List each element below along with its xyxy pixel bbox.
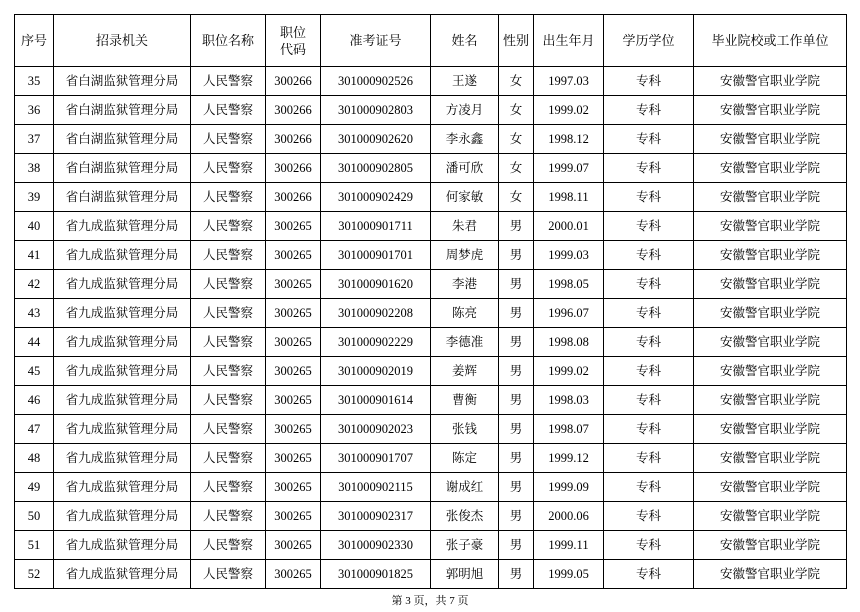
cell-education: 专科 <box>604 328 694 357</box>
cell-gender: 男 <box>499 531 534 560</box>
cell-agency: 省九成监狱管理分局 <box>54 299 191 328</box>
cell-birth: 1998.08 <box>534 328 604 357</box>
cell-birth: 2000.06 <box>534 502 604 531</box>
cell-education: 专科 <box>604 125 694 154</box>
cell-exam-id: 301000901707 <box>321 444 431 473</box>
column-header-birth: 出生年月 <box>534 15 604 67</box>
cell-name: 陈亮 <box>431 299 499 328</box>
cell-gender: 男 <box>499 299 534 328</box>
cell-no: 49 <box>15 473 54 502</box>
cell-education: 专科 <box>604 415 694 444</box>
cell-education: 专科 <box>604 502 694 531</box>
cell-name: 张钱 <box>431 415 499 444</box>
cell-gender: 男 <box>499 415 534 444</box>
cell-school: 安徽警官职业学院 <box>694 241 847 270</box>
column-header-gender: 性别 <box>499 15 534 67</box>
cell-code: 300265 <box>266 241 321 270</box>
column-header-position: 职位名称 <box>191 15 266 67</box>
page-number: 第 3 页，共 7 页 <box>391 595 469 607</box>
cell-school: 安徽警官职业学院 <box>694 444 847 473</box>
cell-name: 李德准 <box>431 328 499 357</box>
cell-education: 专科 <box>604 212 694 241</box>
cell-birth: 1997.03 <box>534 67 604 96</box>
cell-no: 37 <box>15 125 54 154</box>
cell-exam-id: 301000901620 <box>321 270 431 299</box>
header-row <box>15 15 847 67</box>
cell-birth: 1999.07 <box>534 154 604 183</box>
cell-school: 安徽警官职业学院 <box>694 96 847 125</box>
cell-gender: 男 <box>499 560 534 589</box>
cell-birth: 1999.02 <box>534 357 604 386</box>
cell-gender: 男 <box>499 444 534 473</box>
candidate-table <box>14 14 847 589</box>
cell-birth: 1998.11 <box>534 183 604 212</box>
cell-school: 安徽警官职业学院 <box>694 386 847 415</box>
table-row <box>15 212 847 241</box>
cell-school: 安徽警官职业学院 <box>694 473 847 502</box>
cell-agency: 省九成监狱管理分局 <box>54 473 191 502</box>
cell-code: 300266 <box>266 125 321 154</box>
cell-position: 人民警察 <box>191 328 266 357</box>
cell-gender: 男 <box>499 212 534 241</box>
table-row <box>15 502 847 531</box>
cell-gender: 男 <box>499 270 534 299</box>
cell-education: 专科 <box>604 154 694 183</box>
cell-no: 50 <box>15 502 54 531</box>
cell-exam-id: 301000902526 <box>321 67 431 96</box>
cell-no: 35 <box>15 67 54 96</box>
cell-position: 人民警察 <box>191 444 266 473</box>
cell-name: 周梦虎 <box>431 241 499 270</box>
cell-education: 专科 <box>604 473 694 502</box>
cell-position: 人民警察 <box>191 531 266 560</box>
cell-agency: 省九成监狱管理分局 <box>54 328 191 357</box>
cell-no: 46 <box>15 386 54 415</box>
cell-school: 安徽警官职业学院 <box>694 415 847 444</box>
cell-gender: 女 <box>499 96 534 125</box>
cell-no: 36 <box>15 96 54 125</box>
cell-school: 安徽警官职业学院 <box>694 212 847 241</box>
cell-school: 安徽警官职业学院 <box>694 328 847 357</box>
cell-gender: 男 <box>499 241 534 270</box>
column-header-no: 序号 <box>15 15 54 67</box>
cell-birth: 1998.05 <box>534 270 604 299</box>
cell-birth: 1998.12 <box>534 125 604 154</box>
cell-exam-id: 301000902019 <box>321 357 431 386</box>
cell-education: 专科 <box>604 357 694 386</box>
cell-exam-id: 301000902620 <box>321 125 431 154</box>
table-row <box>15 386 847 415</box>
cell-school: 安徽警官职业学院 <box>694 502 847 531</box>
cell-birth: 2000.01 <box>534 212 604 241</box>
cell-name: 何家敏 <box>431 183 499 212</box>
cell-gender: 女 <box>499 183 534 212</box>
table-row <box>15 270 847 299</box>
cell-education: 专科 <box>604 531 694 560</box>
cell-agency: 省白湖监狱管理分局 <box>54 125 191 154</box>
cell-code: 300266 <box>266 154 321 183</box>
table-row <box>15 67 847 96</box>
cell-education: 专科 <box>604 183 694 212</box>
cell-birth: 1999.12 <box>534 444 604 473</box>
cell-agency: 省九成监狱管理分局 <box>54 357 191 386</box>
cell-exam-id: 301000901701 <box>321 241 431 270</box>
cell-no: 47 <box>15 415 54 444</box>
cell-gender: 女 <box>499 67 534 96</box>
column-header-education: 学历学位 <box>604 15 694 67</box>
cell-code: 300266 <box>266 183 321 212</box>
cell-agency: 省九成监狱管理分局 <box>54 560 191 589</box>
cell-gender: 男 <box>499 328 534 357</box>
cell-gender: 女 <box>499 154 534 183</box>
cell-code: 300265 <box>266 299 321 328</box>
cell-code: 300265 <box>266 415 321 444</box>
cell-birth: 1998.07 <box>534 415 604 444</box>
cell-no: 45 <box>15 357 54 386</box>
column-header-exam-id: 准考证号 <box>321 15 431 67</box>
cell-exam-id: 301000901825 <box>321 560 431 589</box>
cell-no: 43 <box>15 299 54 328</box>
cell-position: 人民警察 <box>191 386 266 415</box>
cell-position: 人民警察 <box>191 270 266 299</box>
cell-no: 51 <box>15 531 54 560</box>
cell-birth: 1998.03 <box>534 386 604 415</box>
cell-gender: 男 <box>499 473 534 502</box>
table-row <box>15 328 847 357</box>
cell-position: 人民警察 <box>191 125 266 154</box>
table-header <box>15 15 847 67</box>
cell-agency: 省九成监狱管理分局 <box>54 444 191 473</box>
cell-code: 300265 <box>266 270 321 299</box>
column-header-code: 职位 代码 <box>266 15 321 67</box>
cell-name: 李永鑫 <box>431 125 499 154</box>
cell-agency: 省九成监狱管理分局 <box>54 212 191 241</box>
cell-position: 人民警察 <box>191 96 266 125</box>
cell-exam-id: 301000901614 <box>321 386 431 415</box>
table-row <box>15 531 847 560</box>
cell-education: 专科 <box>604 241 694 270</box>
cell-name: 方凌月 <box>431 96 499 125</box>
cell-birth: 1999.05 <box>534 560 604 589</box>
cell-code: 300265 <box>266 386 321 415</box>
cell-code: 300265 <box>266 212 321 241</box>
table-row <box>15 154 847 183</box>
cell-position: 人民警察 <box>191 473 266 502</box>
cell-name: 谢成红 <box>431 473 499 502</box>
cell-birth: 1999.02 <box>534 96 604 125</box>
table-row <box>15 299 847 328</box>
cell-education: 专科 <box>604 270 694 299</box>
cell-gender: 男 <box>499 357 534 386</box>
cell-position: 人民警察 <box>191 212 266 241</box>
cell-agency: 省九成监狱管理分局 <box>54 415 191 444</box>
table-row <box>15 560 847 589</box>
cell-gender: 女 <box>499 125 534 154</box>
cell-code: 300266 <box>266 67 321 96</box>
table-row <box>15 125 847 154</box>
cell-education: 专科 <box>604 444 694 473</box>
cell-school: 安徽警官职业学院 <box>694 270 847 299</box>
cell-no: 52 <box>15 560 54 589</box>
cell-position: 人民警察 <box>191 241 266 270</box>
cell-school: 安徽警官职业学院 <box>694 154 847 183</box>
cell-exam-id: 301000902803 <box>321 96 431 125</box>
table-row <box>15 241 847 270</box>
cell-exam-id: 301000902229 <box>321 328 431 357</box>
cell-code: 300266 <box>266 96 321 125</box>
cell-name: 朱君 <box>431 212 499 241</box>
cell-school: 安徽警官职业学院 <box>694 67 847 96</box>
cell-exam-id: 301000901711 <box>321 212 431 241</box>
cell-education: 专科 <box>604 299 694 328</box>
cell-education: 专科 <box>604 67 694 96</box>
cell-no: 40 <box>15 212 54 241</box>
cell-exam-id: 301000902805 <box>321 154 431 183</box>
cell-name: 王遂 <box>431 67 499 96</box>
cell-agency: 省九成监狱管理分局 <box>54 241 191 270</box>
cell-exam-id: 301000902023 <box>321 415 431 444</box>
cell-name: 李港 <box>431 270 499 299</box>
cell-name: 曹衡 <box>431 386 499 415</box>
cell-code: 300265 <box>266 531 321 560</box>
cell-position: 人民警察 <box>191 560 266 589</box>
cell-exam-id: 301000902429 <box>321 183 431 212</box>
table-row <box>15 357 847 386</box>
cell-agency: 省九成监狱管理分局 <box>54 531 191 560</box>
cell-position: 人民警察 <box>191 67 266 96</box>
cell-agency: 省白湖监狱管理分局 <box>54 154 191 183</box>
cell-name: 张俊杰 <box>431 502 499 531</box>
cell-name: 郭明旭 <box>431 560 499 589</box>
cell-no: 38 <box>15 154 54 183</box>
cell-code: 300265 <box>266 560 321 589</box>
cell-position: 人民警察 <box>191 415 266 444</box>
cell-exam-id: 301000902317 <box>321 502 431 531</box>
column-header-school: 毕业院校或工作单位 <box>694 15 847 67</box>
cell-position: 人民警察 <box>191 299 266 328</box>
cell-no: 48 <box>15 444 54 473</box>
cell-exam-id: 301000902208 <box>321 299 431 328</box>
table-row <box>15 473 847 502</box>
cell-agency: 省白湖监狱管理分局 <box>54 67 191 96</box>
cell-name: 潘可欣 <box>431 154 499 183</box>
column-header-agency: 招录机关 <box>54 15 191 67</box>
cell-agency: 省九成监狱管理分局 <box>54 386 191 415</box>
cell-code: 300265 <box>266 473 321 502</box>
cell-birth: 1996.07 <box>534 299 604 328</box>
table-row <box>15 183 847 212</box>
cell-no: 39 <box>15 183 54 212</box>
cell-agency: 省白湖监狱管理分局 <box>54 183 191 212</box>
cell-agency: 省九成监狱管理分局 <box>54 270 191 299</box>
cell-education: 专科 <box>604 560 694 589</box>
cell-school: 安徽警官职业学院 <box>694 183 847 212</box>
cell-agency: 省白湖监狱管理分局 <box>54 96 191 125</box>
table-row <box>15 415 847 444</box>
cell-school: 安徽警官职业学院 <box>694 357 847 386</box>
cell-position: 人民警察 <box>191 183 266 212</box>
cell-code: 300265 <box>266 444 321 473</box>
cell-name: 陈定 <box>431 444 499 473</box>
cell-school: 安徽警官职业学院 <box>694 531 847 560</box>
table-row <box>15 444 847 473</box>
cell-gender: 男 <box>499 386 534 415</box>
cell-code: 300265 <box>266 502 321 531</box>
cell-exam-id: 301000902115 <box>321 473 431 502</box>
cell-no: 44 <box>15 328 54 357</box>
cell-education: 专科 <box>604 96 694 125</box>
cell-school: 安徽警官职业学院 <box>694 299 847 328</box>
cell-position: 人民警察 <box>191 502 266 531</box>
cell-name: 姜辉 <box>431 357 499 386</box>
cell-code: 300265 <box>266 328 321 357</box>
table-body <box>15 67 847 589</box>
cell-school: 安徽警官职业学院 <box>694 125 847 154</box>
cell-no: 41 <box>15 241 54 270</box>
cell-birth: 1999.03 <box>534 241 604 270</box>
cell-education: 专科 <box>604 386 694 415</box>
cell-no: 42 <box>15 270 54 299</box>
cell-code: 300265 <box>266 357 321 386</box>
cell-name: 张子豪 <box>431 531 499 560</box>
cell-exam-id: 301000902330 <box>321 531 431 560</box>
cell-school: 安徽警官职业学院 <box>694 560 847 589</box>
cell-birth: 1999.09 <box>534 473 604 502</box>
cell-birth: 1999.11 <box>534 531 604 560</box>
table-row <box>15 96 847 125</box>
column-header-name: 姓名 <box>431 15 499 67</box>
cell-position: 人民警察 <box>191 357 266 386</box>
cell-position: 人民警察 <box>191 154 266 183</box>
cell-agency: 省九成监狱管理分局 <box>54 502 191 531</box>
cell-gender: 男 <box>499 502 534 531</box>
